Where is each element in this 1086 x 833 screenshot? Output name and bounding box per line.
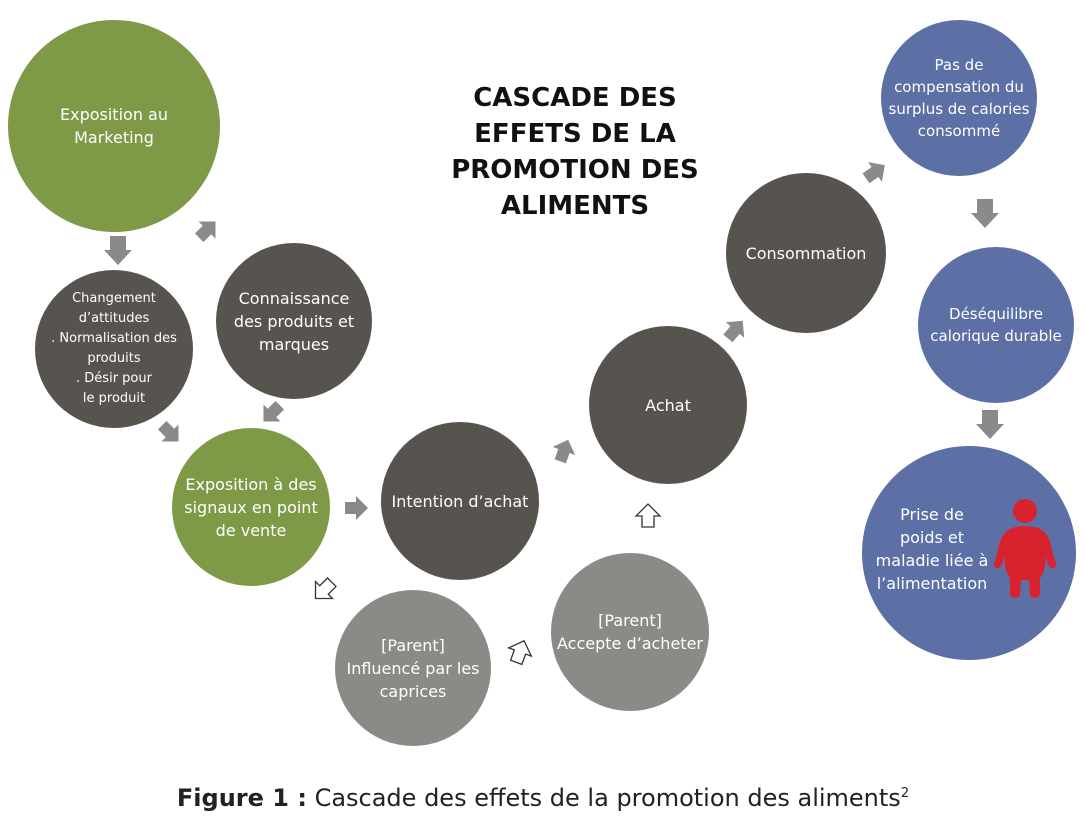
arrow-desequilibre-to-prise bbox=[976, 410, 1004, 439]
arrow-signaux-to-caprices bbox=[307, 574, 340, 607]
node-signaux-point-de-vente bbox=[172, 428, 330, 586]
arrow-connaissance-to-signaux bbox=[255, 397, 288, 430]
figure-caption bbox=[0, 784, 1086, 812]
node-connaissance-produits bbox=[216, 243, 372, 399]
arrow-consommation-to-compensation bbox=[859, 155, 892, 188]
node-changement-attitudes-label: Changement d’attitudes . Normalisation des produits . Désir pour le produit bbox=[51, 291, 177, 406]
node-exposition-marketing bbox=[8, 20, 220, 232]
node-achat bbox=[589, 326, 747, 484]
node-changement-attitudes bbox=[35, 270, 193, 428]
node-intention-achat-label: Intention d’achat bbox=[391, 491, 529, 511]
arrow-marketing-to-changement bbox=[104, 236, 132, 265]
node-parent-accepte-label: [Parent] Accepte d’acheter bbox=[557, 611, 703, 653]
node-consommation-label: Consommation bbox=[745, 243, 867, 263]
figure-caption-ref: 2 bbox=[900, 786, 910, 801]
arrow-marketing-to-connaissance bbox=[191, 213, 224, 246]
arrow-compensation-to-desequilibre bbox=[971, 199, 999, 228]
node-pas-de-compensation-label: Pas de compensation du surplus de calories consommé bbox=[888, 56, 1030, 140]
arrow-caprices-to-accepte bbox=[505, 637, 535, 667]
arrow-changement-to-signaux bbox=[154, 417, 187, 450]
node-intention-achat bbox=[381, 422, 539, 580]
arrow-intention-to-achat bbox=[549, 436, 579, 466]
arrow-accepte-to-achat bbox=[636, 504, 660, 527]
node-parent-caprices-label: [Parent] Influencé par les caprices bbox=[346, 635, 480, 701]
node-connaissance-produits-label: Connaissance des produits et marques bbox=[233, 288, 355, 354]
node-exposition-marketing-label: Exposition au Marketing bbox=[60, 105, 168, 147]
node-pas-de-compensation bbox=[881, 20, 1037, 176]
node-desequilibre-calorique-label: Déséquilibre calorique durable bbox=[930, 305, 1062, 345]
obese-person-icon bbox=[988, 498, 1062, 600]
arrow-achat-to-consommation bbox=[719, 313, 752, 346]
arrow-signaux-to-intention bbox=[345, 496, 368, 520]
node-achat-label: Achat bbox=[645, 395, 691, 415]
node-prise-de-poids-label: Prise de poids et maladie liée à l’alimentation bbox=[875, 505, 989, 593]
node-parent-caprices bbox=[335, 590, 491, 746]
figure-caption-text: Cascade des effets de la promotion des aliments bbox=[314, 784, 901, 812]
node-signaux-point-de-vente-label: Exposition à des signaux en point de vente bbox=[184, 474, 318, 540]
figure-caption-lead: Figure 1 : bbox=[176, 784, 307, 812]
node-prise-de-poids bbox=[862, 446, 1076, 660]
node-desequilibre-calorique bbox=[918, 247, 1074, 403]
node-consommation bbox=[726, 173, 886, 333]
node-parent-accepte bbox=[551, 553, 709, 711]
diagram-title: CASCADE DES EFFETS DE LA PROMOTION DES ALIMENTS bbox=[451, 83, 699, 221]
